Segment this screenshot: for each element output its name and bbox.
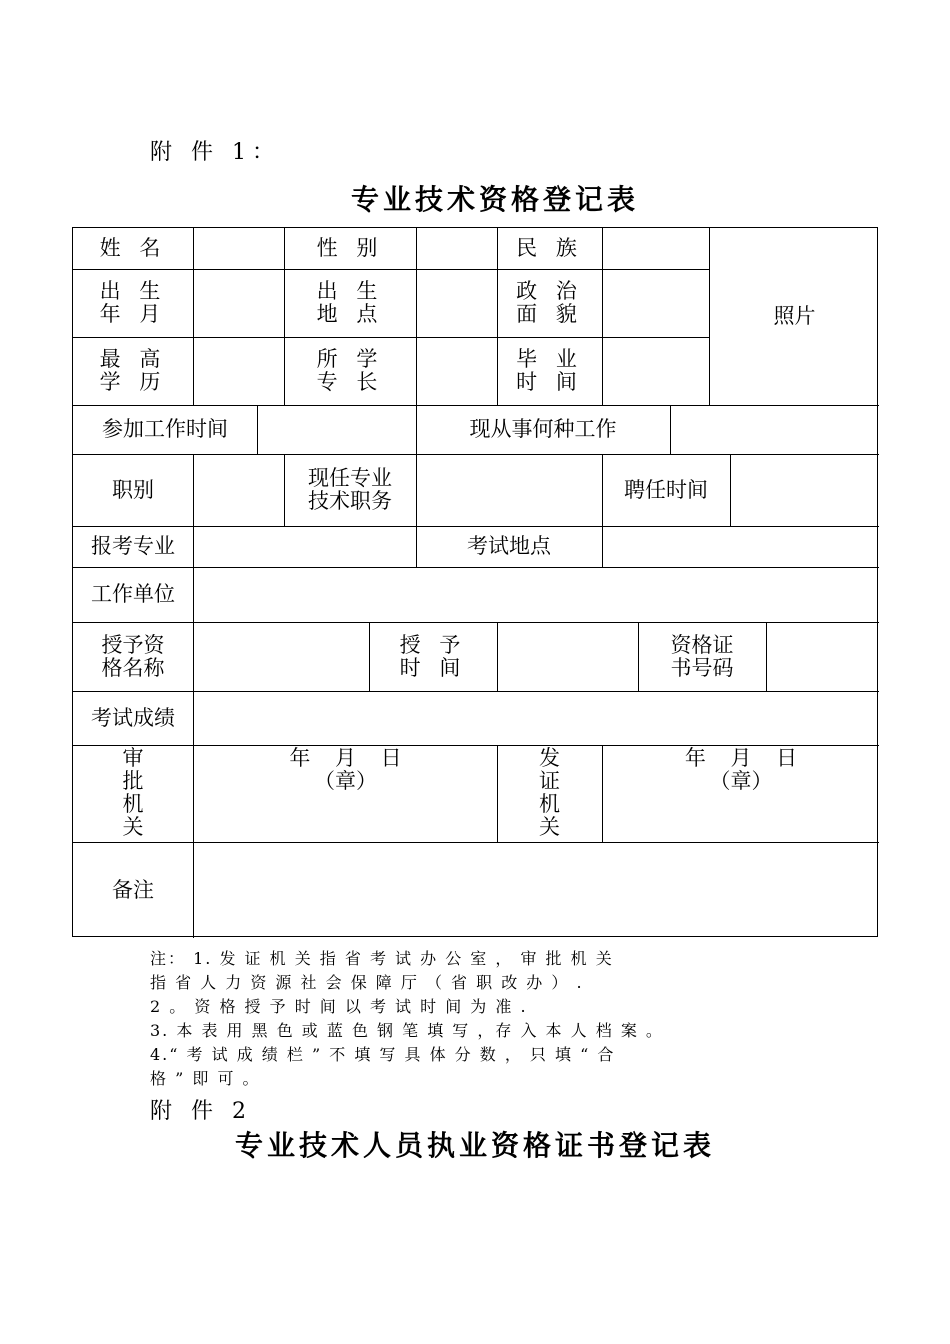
field-certificate-number[interactable] [767,622,879,691]
note-line: 指 省 人 力 资 源 社 会 保 障 厅 （ 省 职 改 办 ） . [150,973,584,992]
field-major[interactable] [417,337,497,405]
field-remarks[interactable] [194,842,879,938]
field-appointment-time[interactable] [731,454,879,526]
label-gender: 性 别 [316,236,384,260]
field-current-title[interactable] [417,454,602,526]
label-certificate-number: 资格证 书号码 [670,632,734,680]
field-position[interactable] [194,454,284,526]
label-position: 职别 [112,477,154,502]
label-birth-place: 出 生 地 点 [316,279,384,326]
certificate-form-title: 专业技术人员执业资格证书登记表 [234,1129,715,1162]
label-exam-location: 考试地点 [467,534,551,558]
approval-date-stamp[interactable]: 年 月 日 （章） [289,746,402,793]
field-exam-location[interactable] [603,526,879,567]
field-birth-date[interactable] [194,269,284,337]
label-current-work: 现从事何种工作 [469,417,617,441]
label-exam-score: 考试成绩 [91,705,175,730]
photo-box: 照片 [773,304,816,328]
note-line: 格 ” 即 可 。 [150,1069,261,1088]
field-exam-score[interactable] [194,691,879,745]
form-notes [150,947,800,1091]
field-current-work[interactable] [671,405,879,454]
label-appointment-time: 聘任时间 [624,477,708,502]
field-ethnicity[interactable] [603,228,709,269]
label-political-status: 政 治 面 貌 [516,279,583,326]
field-graduation-time[interactable] [603,337,709,405]
field-education[interactable] [194,337,284,405]
field-applied-major[interactable] [194,526,416,567]
label-work-start: 参加工作时间 [102,417,228,441]
label-issuing-authority: 发 证 机 关 [539,746,560,839]
label-remarks: 备注 [112,877,154,902]
label-current-title: 现任专业 技术职务 [308,466,392,513]
attachment-1-label: 附 件 1： [150,140,280,165]
form-title: 专业技术资格登记表 [350,183,639,216]
label-approval-authority: 审 批 机 关 [122,746,144,839]
label-ethnicity: 民 族 [516,236,583,260]
label-applied-major: 报考专业 [91,534,175,558]
label-graduation-time: 毕 业 时 间 [516,347,583,394]
label-major: 所 学 专 长 [316,347,384,394]
label-name: 姓 名 [99,236,167,260]
note-line: 4.“ 考 试 成 绩 栏 ” 不 填 写 具 体 分 数 ， 只 填 “ 合 [150,1045,616,1064]
field-birth-place[interactable] [417,269,497,337]
label-education: 最 高 学 历 [99,347,167,394]
attachment-2-label: 附 件 2 [150,1099,252,1124]
field-qualification-name[interactable] [194,622,369,691]
field-employer[interactable] [194,567,879,622]
field-grant-time[interactable] [498,622,638,691]
label-qualification-name: 授予资 格名称 [101,632,165,680]
note-line: 注： 1. 发 证 机 关 指 省 考 试 办 公 室 ， 审 批 机 关 [150,949,614,968]
registration-form [72,227,878,937]
label-birth-date: 出 生 年 月 [99,279,167,326]
field-political-status[interactable] [603,269,709,337]
issuing-date-stamp[interactable]: 年 月 日 （章） [684,746,798,793]
label-employer: 工作单位 [91,582,175,606]
field-gender[interactable] [417,228,497,269]
note-line: 2 。 资 格 授 予 时 间 以 考 试 时 间 为 准 . [150,997,528,1016]
note-line: 3. 本 表 用 黑 色 或 蓝 色 钢 笔 填 写 ，存 入 本 人 档 案 。 [150,1021,664,1040]
label-grant-time: 授 予 时 间 [399,632,467,680]
field-work-start[interactable] [258,405,416,454]
field-name[interactable] [194,228,284,269]
